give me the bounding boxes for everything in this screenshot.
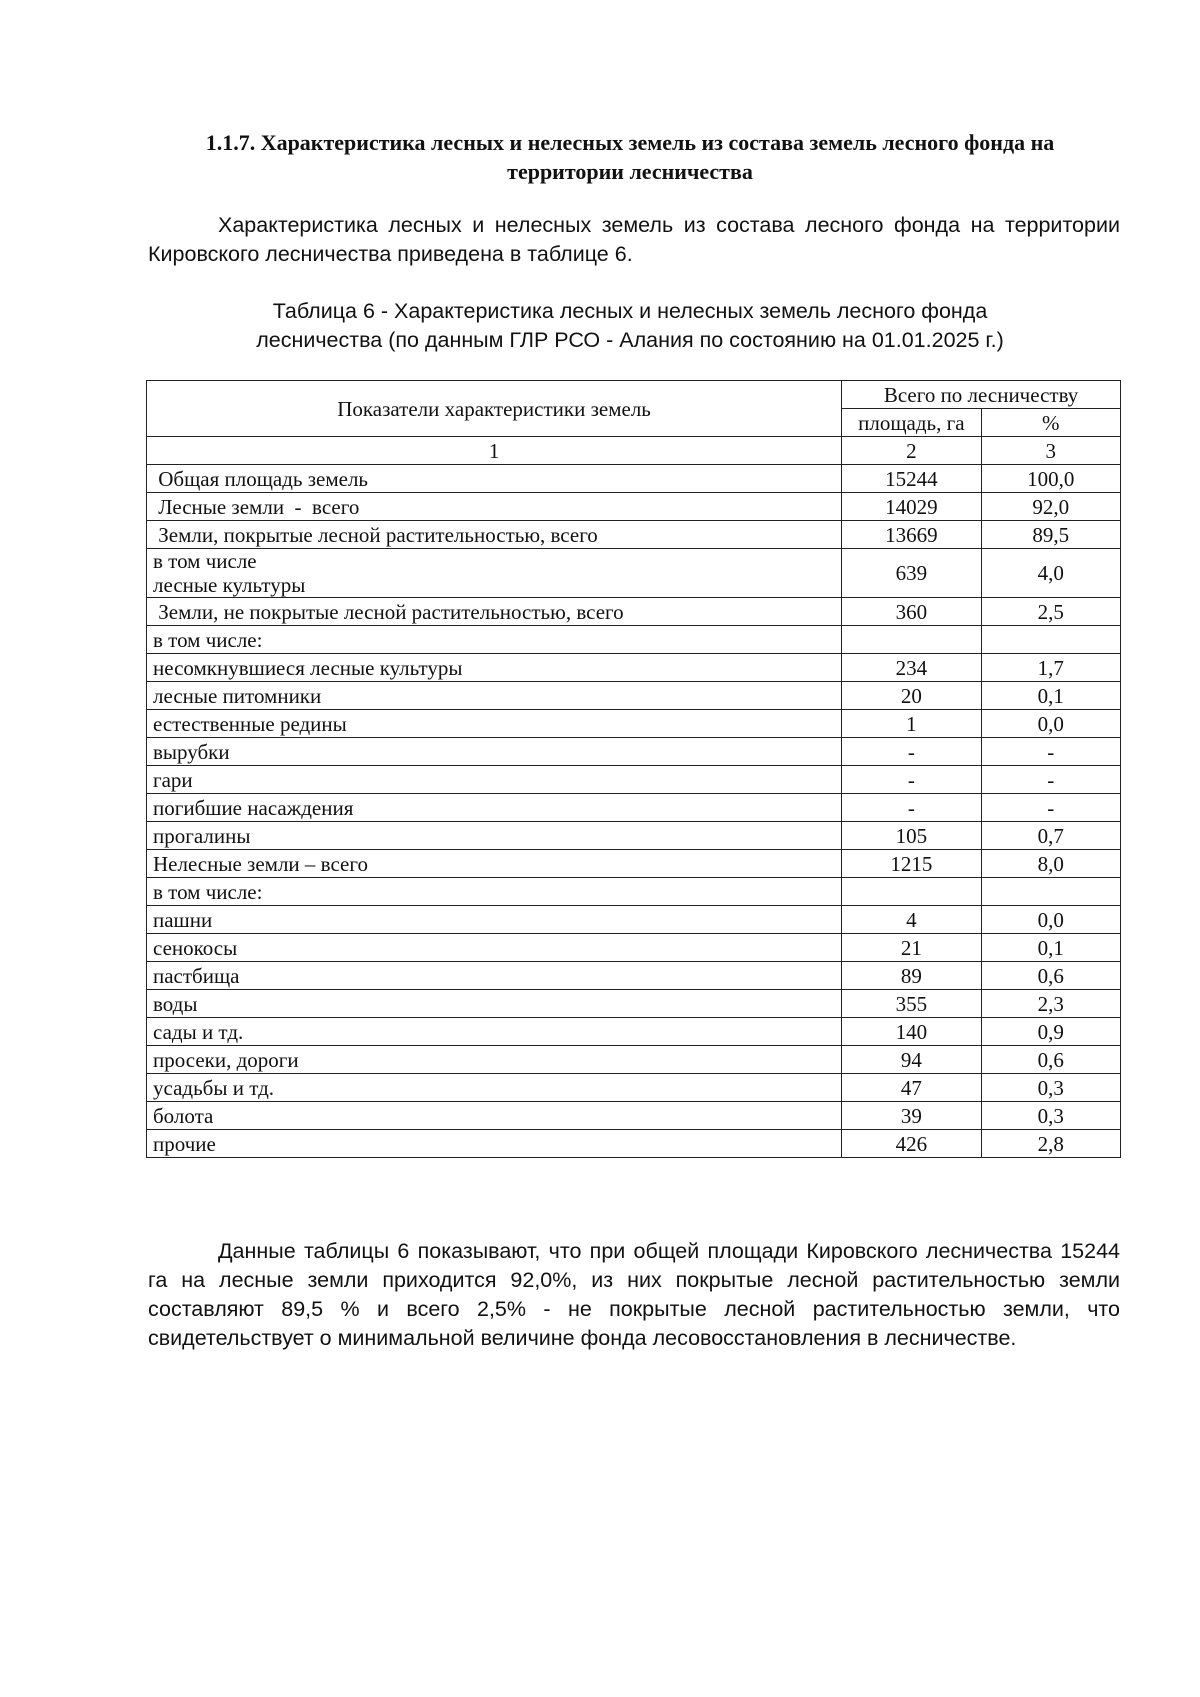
header-num3: 3 bbox=[981, 437, 1120, 465]
table-row bbox=[147, 654, 1121, 682]
row-area: 1 bbox=[842, 710, 981, 738]
row-area: 13669 bbox=[842, 521, 981, 549]
row-area: 47 bbox=[842, 1074, 981, 1102]
row-percent: 0,3 bbox=[981, 1074, 1120, 1102]
row-percent: - bbox=[981, 738, 1120, 766]
row-area: 39 bbox=[842, 1102, 981, 1130]
header-indicators: Показатели характеристики земель bbox=[147, 381, 842, 437]
row-area: - bbox=[842, 766, 981, 794]
table-row bbox=[147, 1018, 1121, 1046]
row-area: 15244 bbox=[842, 465, 981, 493]
row-label bbox=[147, 1074, 842, 1102]
section-heading-line2: территории лесничества bbox=[507, 159, 753, 184]
row-area: 4 bbox=[842, 906, 981, 934]
row-percent: - bbox=[981, 794, 1120, 822]
row-label-text: несомкнувшиеся лесные культуры bbox=[153, 655, 463, 680]
row-label bbox=[147, 738, 842, 766]
table-row bbox=[147, 794, 1121, 822]
row-area: 426 bbox=[842, 1130, 981, 1158]
row-area: 20 bbox=[842, 682, 981, 710]
row-label-text: Нелесные земли – всего bbox=[153, 851, 368, 876]
table-row bbox=[147, 1102, 1121, 1130]
row-area bbox=[842, 626, 981, 654]
row-percent: 0,7 bbox=[981, 822, 1120, 850]
row-label-text-second-line: лесные культуры bbox=[153, 573, 306, 597]
row-area: 360 bbox=[842, 598, 981, 626]
row-area: 639 bbox=[842, 549, 981, 598]
row-percent: 0,0 bbox=[981, 710, 1120, 738]
row-percent: 4,0 bbox=[981, 549, 1120, 598]
row-label bbox=[147, 878, 842, 906]
table-row bbox=[147, 766, 1121, 794]
row-area: 140 bbox=[842, 1018, 981, 1046]
row-percent: 2,5 bbox=[981, 598, 1120, 626]
row-label bbox=[147, 626, 842, 654]
row-label bbox=[147, 962, 842, 990]
row-label bbox=[147, 682, 842, 710]
row-label-text: в том числе: bbox=[153, 879, 263, 904]
row-label-text: Земли, покрытые лесной растительностью, всего bbox=[153, 522, 598, 547]
row-label-text: Земли, не покрытые лесной растительностью, всего bbox=[153, 599, 624, 624]
table-row bbox=[147, 465, 1121, 493]
table-row bbox=[147, 626, 1121, 654]
row-label bbox=[147, 465, 842, 493]
intro-paragraph: Характеристика лесных и нелесных земель из состава лесного фонда на территории Кировского лесничества приведена в таблице 6. bbox=[148, 213, 1120, 266]
table-row bbox=[147, 682, 1121, 710]
row-percent bbox=[981, 878, 1120, 906]
row-label bbox=[147, 1130, 842, 1158]
table-caption bbox=[140, 297, 1120, 355]
row-label bbox=[147, 598, 842, 626]
row-label bbox=[147, 549, 842, 598]
row-label-text: лесные питомники bbox=[153, 683, 322, 708]
row-percent bbox=[981, 626, 1120, 654]
row-label-text: прогалины bbox=[153, 823, 251, 848]
row-percent: 0,1 bbox=[981, 682, 1120, 710]
row-percent: 8,0 bbox=[981, 850, 1120, 878]
table-row bbox=[147, 521, 1121, 549]
table-row bbox=[147, 1046, 1121, 1074]
row-area: - bbox=[842, 794, 981, 822]
row-percent: 0,9 bbox=[981, 1018, 1120, 1046]
row-label bbox=[147, 1102, 842, 1130]
row-label bbox=[147, 710, 842, 738]
row-percent: 0,6 bbox=[981, 1046, 1120, 1074]
row-label-text: гари bbox=[153, 767, 193, 792]
row-percent: 92,0 bbox=[981, 493, 1120, 521]
row-area: - bbox=[842, 738, 981, 766]
table-row bbox=[147, 598, 1121, 626]
row-label bbox=[147, 934, 842, 962]
header-percent: % bbox=[981, 409, 1120, 437]
header-num1: 1 bbox=[147, 437, 842, 465]
row-label bbox=[147, 654, 842, 682]
header-area: площадь, га bbox=[842, 409, 981, 437]
row-percent: 0,6 bbox=[981, 962, 1120, 990]
row-label-text: пастбища bbox=[153, 963, 240, 988]
table-body bbox=[147, 465, 1121, 1158]
row-percent: 0,3 bbox=[981, 1102, 1120, 1130]
table-row bbox=[147, 962, 1121, 990]
header-row bbox=[147, 381, 1121, 409]
row-label-text: в том числе: bbox=[153, 627, 263, 652]
table-row bbox=[147, 878, 1121, 906]
table-row bbox=[147, 850, 1121, 878]
row-label bbox=[147, 1046, 842, 1074]
row-percent: - bbox=[981, 766, 1120, 794]
row-area bbox=[842, 878, 981, 906]
row-percent: 0,1 bbox=[981, 934, 1120, 962]
conclusion-paragraph: Данные таблицы 6 показывают, что при общей площади Кировского лесничества 15244 га на лесные земли приходится 92,0%, из них покрытые лесной растительностью земли составляют 89,5 % и всего 2,5% - не покрытые лесной растительностью земли, что свидетельствует о минимальной величине фонда лесовосстановления в лесничестве. bbox=[148, 1239, 1120, 1350]
row-area: 234 bbox=[842, 654, 981, 682]
row-percent: 2,3 bbox=[981, 990, 1120, 1018]
row-label-text: естественные редины bbox=[153, 711, 347, 736]
header-group: Всего по лесничеству bbox=[842, 381, 1121, 409]
row-label bbox=[147, 850, 842, 878]
table-row bbox=[147, 493, 1121, 521]
row-area: 1215 bbox=[842, 850, 981, 878]
row-percent: 100,0 bbox=[981, 465, 1120, 493]
row-label-text: в том числе bbox=[153, 549, 257, 573]
row-label-text: воды bbox=[153, 991, 198, 1016]
table-row bbox=[147, 710, 1121, 738]
row-label bbox=[147, 822, 842, 850]
row-label bbox=[147, 794, 842, 822]
row-label bbox=[147, 1018, 842, 1046]
row-label-text: просеки, дороги bbox=[153, 1047, 299, 1072]
row-percent: 89,5 bbox=[981, 521, 1120, 549]
table-row bbox=[147, 738, 1121, 766]
section-heading bbox=[140, 128, 1120, 186]
row-label-text: погибшие насаждения bbox=[153, 795, 354, 820]
row-area: 94 bbox=[842, 1046, 981, 1074]
row-area: 14029 bbox=[842, 493, 981, 521]
row-label bbox=[147, 766, 842, 794]
land-characteristics-table bbox=[146, 380, 1121, 1158]
row-label-text: Общая площадь земель bbox=[153, 466, 369, 491]
row-label-text: прочие bbox=[153, 1131, 216, 1156]
row-area: 355 bbox=[842, 990, 981, 1018]
row-label-text: сенокосы bbox=[153, 935, 238, 960]
row-label-text: болота bbox=[153, 1103, 214, 1128]
row-label-text: усадьбы и тд. bbox=[153, 1075, 275, 1100]
row-label-text: сады и тд. bbox=[153, 1019, 244, 1044]
row-area: 89 bbox=[842, 962, 981, 990]
table-row bbox=[147, 1130, 1121, 1158]
row-label-text: вырубки bbox=[153, 739, 230, 764]
row-area: 105 bbox=[842, 822, 981, 850]
row-percent: 1,7 bbox=[981, 654, 1120, 682]
table-caption-line2: лесничества (по данным ГЛР РСО - Алания по состоянию на 01.01.2025 г.) bbox=[256, 328, 1004, 352]
table-caption-line1: Таблица 6 - Характеристика лесных и нелесных земель лесного фонда bbox=[272, 299, 988, 323]
table-row bbox=[147, 906, 1121, 934]
table-row bbox=[147, 934, 1121, 962]
table-row bbox=[147, 1074, 1121, 1102]
header-number-row bbox=[147, 437, 1121, 465]
row-label bbox=[147, 493, 842, 521]
row-percent: 0,0 bbox=[981, 906, 1120, 934]
row-label-text: пашни bbox=[153, 907, 213, 932]
row-label-text: Лесные земли - всего bbox=[153, 494, 360, 519]
row-percent: 2,8 bbox=[981, 1130, 1120, 1158]
row-label bbox=[147, 906, 842, 934]
row-area: 21 bbox=[842, 934, 981, 962]
table-row bbox=[147, 990, 1121, 1018]
section-heading-line1: 1.1.7. Характеристика лесных и нелесных земель из состава земель лесного фонда на bbox=[205, 130, 1055, 155]
row-label bbox=[147, 990, 842, 1018]
header-num2: 2 bbox=[842, 437, 981, 465]
table-row bbox=[147, 822, 1121, 850]
table-row bbox=[147, 549, 1121, 598]
row-label bbox=[147, 521, 842, 549]
